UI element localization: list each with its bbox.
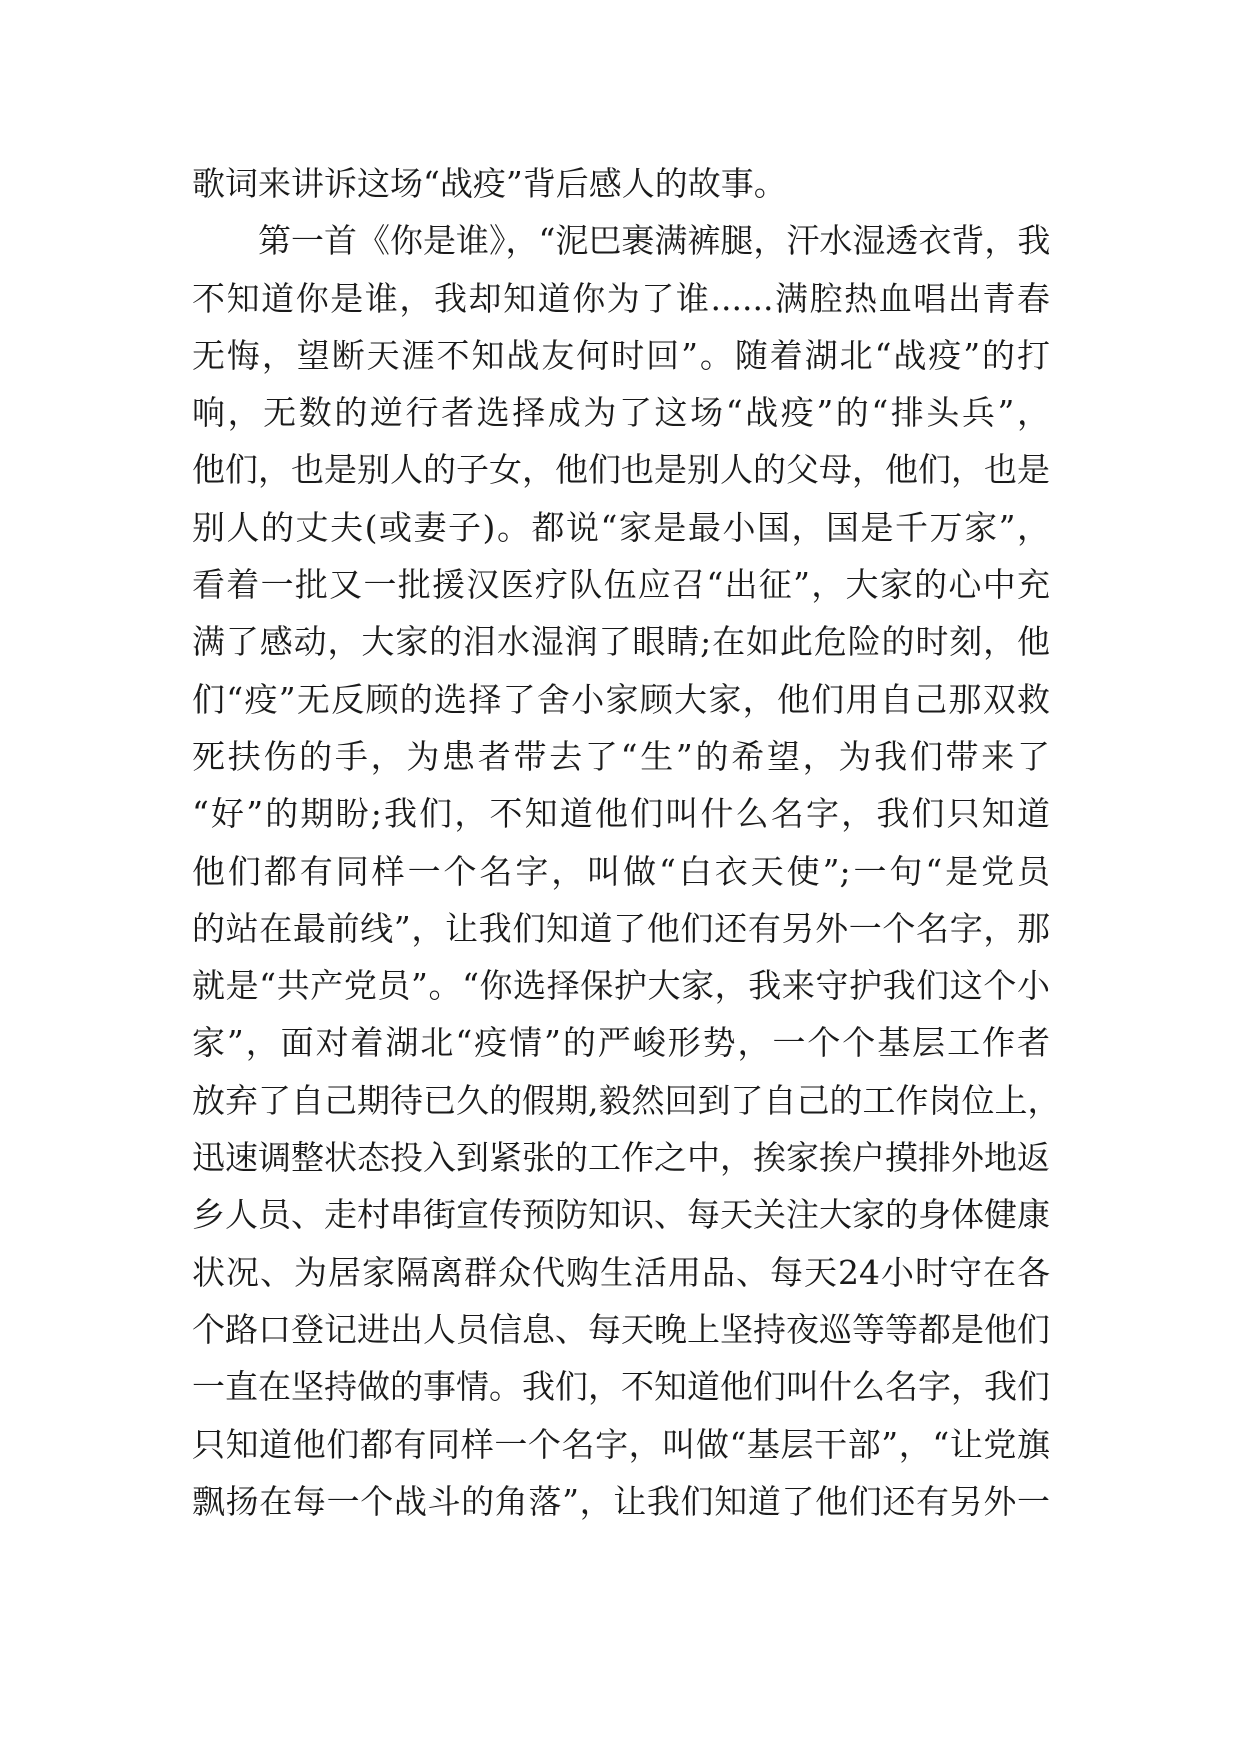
text-line-10: 们“疫”无反顾的选择了舍小家顾大家，他们用自己那双救 [192, 679, 1050, 719]
text-line-13: 他们都有同样一个名字，叫做“白衣天使”;一句“是党员 [192, 851, 1050, 891]
text-line-8: 看着一批又一批援汉医疗队伍应召“出征”，大家的心中充 [192, 565, 1050, 605]
text-line-17: 放弃了自己期待已久的假期,毅然回到了自己的工作岗位上， [192, 1080, 1061, 1120]
text-line-18: 迅速调整状态投入到紧张的工作之中，挨家挨户摸排外地返 [192, 1138, 1050, 1178]
text-line-21: 个路口登记进出人员信息、每天晚上坚持夜巡等等都是他们 [192, 1309, 1050, 1349]
text-line-3: 不知道你是谁，我却知道你为了谁......满腔热血唱出青春 [192, 278, 1050, 318]
text-line-12: “好”的期盼;我们，不知道他们叫什么名字，我们只知道 [192, 794, 1050, 834]
text-line-24: 飘扬在每一个战斗的角落”，让我们知道了他们还有另外一 [192, 1481, 1050, 1521]
text-line-16: 家”，面对着湖北“疫情”的严峻形势，一个个基层工作者 [192, 1023, 1050, 1063]
text-line-4: 无悔，望断天涯不知战友何时回”。随着湖北“战疫”的打 [192, 335, 1050, 375]
text-line-14: 的站在最前线”，让我们知道了他们还有另外一个名字，那 [192, 908, 1050, 948]
text-line-20: 状况、为居家隔离群众代购生活用品、每天24小时守在各 [192, 1252, 1050, 1292]
text-line-6: 他们，也是别人的子女，他们也是别人的父母，他们，也是 [192, 450, 1050, 490]
text-line-11: 死扶伤的手，为患者带去了“生”的希望，为我们带来了 [192, 736, 1050, 776]
text-line-23: 只知道他们都有同样一个名字，叫做“基层干部”，“让党旗 [192, 1424, 1050, 1464]
text-line-19: 乡人员、走村串街宣传预防知识、每天关注大家的身体健康 [192, 1195, 1050, 1235]
text-line-2: 第一首《你是谁》，“泥巴裹满裤腿，汗水湿透衣背，我 [258, 221, 1051, 261]
body-text [192, 155, 1061, 1530]
text-line-15: 就是“共产党员”。“你选择保护大家，我来守护我们这个小 [192, 966, 1050, 1006]
text-line-9: 满了感动，大家的泪水湿润了眼睛;在如此危险的时刻，他 [192, 622, 1050, 662]
text-line-22: 一直在坚持做的事情。我们，不知道他们叫什么名字，我们 [192, 1367, 1050, 1407]
text-line-7: 别人的丈夫(或妻子)。都说“家是最小国，国是千万家”， [192, 507, 1050, 547]
text-line-5: 响，无数的逆行者选择成为了这场“战疫”的“排头兵”， [192, 393, 1050, 433]
text-line-1: 歌词来讲诉这场“战疫”背后感人的故事。 [192, 164, 787, 203]
